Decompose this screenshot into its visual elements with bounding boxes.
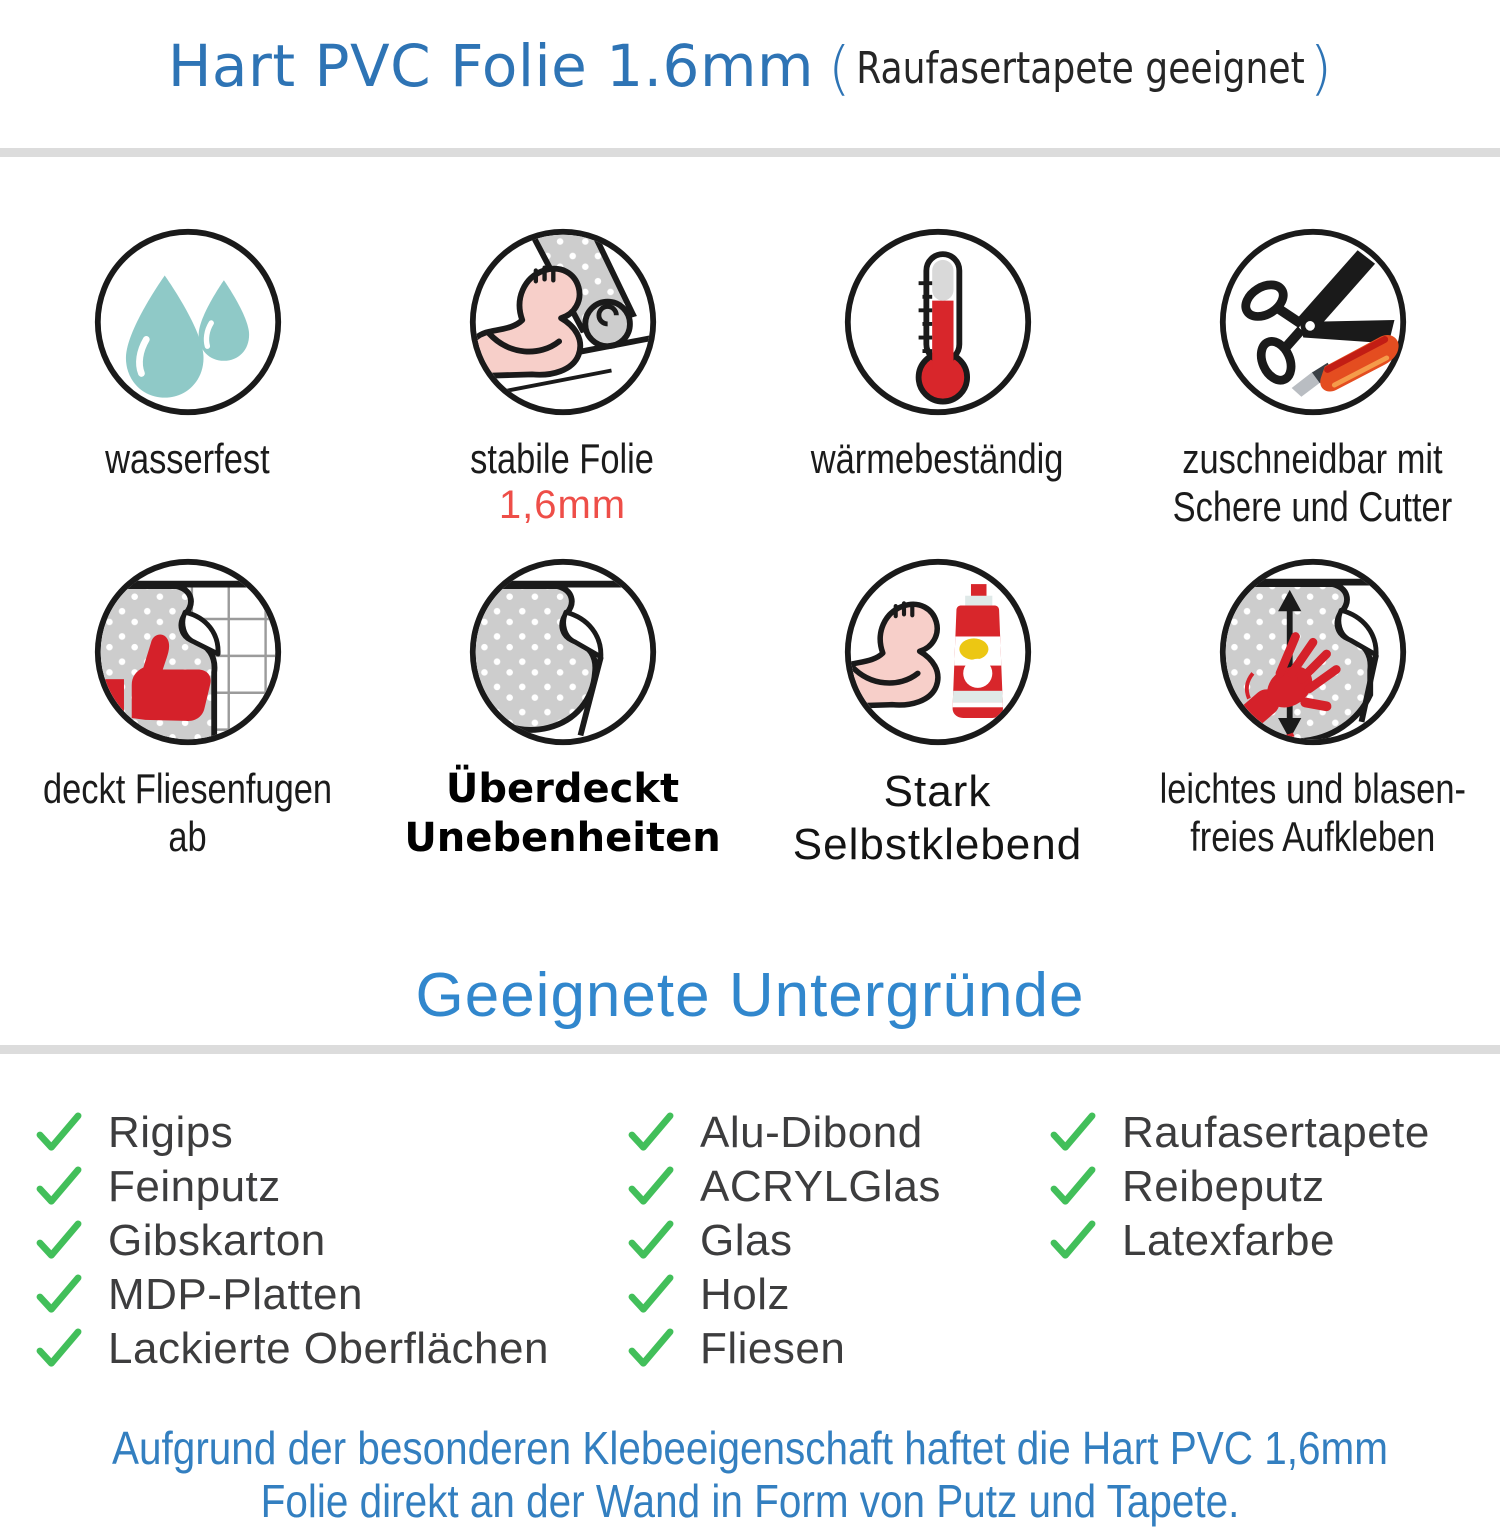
check-icon xyxy=(1050,1220,1096,1262)
list-item xyxy=(1050,1214,1500,1268)
feature-label: zuschneidbar mit xyxy=(1182,435,1443,482)
substrate-label: ACRYLGlas xyxy=(700,1162,941,1212)
substrate-list xyxy=(0,1106,1500,1376)
feature-caption xyxy=(450,435,674,528)
substrate-label: Raufasertapete xyxy=(1122,1108,1430,1158)
foil-covers-bumps-icon xyxy=(466,555,660,749)
footer-line: Folie direkt an der Wand in Form von Putz und Tapete. xyxy=(260,1475,1240,1528)
title-subtitle: Raufasertapete geeignet xyxy=(855,43,1305,94)
substrate-column-1 xyxy=(36,1106,628,1376)
list-item xyxy=(1050,1106,1500,1160)
check-icon xyxy=(628,1328,674,1370)
substrate-column-3 xyxy=(1050,1106,1500,1376)
list-item xyxy=(36,1160,628,1214)
substrate-label: Latexfarbe xyxy=(1122,1216,1335,1266)
list-item xyxy=(628,1322,1050,1376)
water-drops-icon xyxy=(91,225,285,419)
feature-caption xyxy=(404,765,720,863)
feature-label: freies Aufkleben xyxy=(1189,812,1436,860)
list-item xyxy=(628,1106,1050,1160)
feature-stabile-folie xyxy=(375,225,750,531)
feature-waermebestaendig xyxy=(750,225,1125,531)
list-item xyxy=(1050,1160,1500,1214)
hand-smoothing-foil-icon xyxy=(1216,555,1410,749)
substrate-label: Alu-Dibond xyxy=(700,1108,923,1158)
feature-label: wasserfest xyxy=(105,435,270,482)
feature-zuschneidbar xyxy=(1125,225,1500,531)
check-icon xyxy=(1050,1112,1096,1154)
footer-line: Aufgrund der besonderen Klebeeigenschaft haftet die Hart PVC 1,6mm xyxy=(112,1422,1388,1475)
page-title xyxy=(0,0,1500,118)
substrate-label: Reibeputz xyxy=(1122,1162,1325,1212)
title-paren-open: ( xyxy=(827,34,851,102)
check-icon xyxy=(628,1112,674,1154)
thermometer-icon xyxy=(841,225,1035,419)
check-icon xyxy=(36,1112,82,1154)
check-icon xyxy=(36,1220,82,1262)
feature-label: deckt Fliesenfugen ab xyxy=(42,764,333,860)
feature-caption xyxy=(1142,435,1483,531)
title-paren-close: ) xyxy=(1309,34,1333,102)
substrate-column-2 xyxy=(628,1106,1050,1376)
feature-fliesenfugen xyxy=(0,555,375,872)
feature-label: Unebenheiten xyxy=(404,814,721,861)
list-item xyxy=(36,1322,628,1376)
list-item xyxy=(628,1268,1050,1322)
feature-unebenheiten xyxy=(375,555,750,872)
substrate-label: Holz xyxy=(700,1270,791,1320)
list-item xyxy=(628,1214,1050,1268)
feature-caption xyxy=(87,435,288,483)
list-item xyxy=(36,1106,628,1160)
section-title: Geeignete Untergründe xyxy=(415,961,1085,1031)
scissors-and-cutter-icon xyxy=(1216,225,1410,419)
feature-label: Schere und Cutter xyxy=(1172,482,1453,530)
feature-caption xyxy=(783,435,1091,483)
feature-caption xyxy=(0,765,375,861)
substrate-label: Glas xyxy=(700,1216,793,1266)
check-icon xyxy=(628,1220,674,1262)
title-text: Hart PVC Folie 1.6mm xyxy=(167,32,814,100)
check-icon xyxy=(1050,1166,1096,1208)
substrate-label: Feinputz xyxy=(108,1162,281,1212)
check-icon xyxy=(628,1166,674,1208)
divider-top xyxy=(0,148,1500,157)
substrate-label: Lackierte Oberflächen xyxy=(108,1324,549,1374)
feature-label: Selbstklebend xyxy=(792,820,1083,870)
feature-label: wärmebeständig xyxy=(811,435,1064,482)
list-item xyxy=(628,1160,1050,1214)
thumbs-up-tile-joints-icon xyxy=(91,555,285,749)
feature-label: stabile Folie xyxy=(470,435,655,482)
check-icon xyxy=(36,1274,82,1316)
muscle-arm-foil-roll-icon xyxy=(466,225,660,419)
substrate-label: Rigips xyxy=(108,1108,234,1158)
feature-caption xyxy=(1126,765,1500,861)
substrate-label: Gibskarton xyxy=(108,1216,326,1266)
feature-aufkleben xyxy=(1125,555,1500,872)
divider-section xyxy=(0,1045,1500,1054)
feature-label: leichtes und blasen- xyxy=(1159,764,1466,812)
feature-grid xyxy=(0,225,1500,872)
feature-caption xyxy=(793,765,1082,872)
feature-label: Überdeckt xyxy=(445,765,680,812)
muscle-arm-glue-tube-icon xyxy=(841,555,1035,749)
substrate-label: MDP-Platten xyxy=(108,1270,363,1320)
feature-label: Stark xyxy=(883,766,992,816)
feature-selbstklebend xyxy=(750,555,1125,872)
check-icon xyxy=(36,1166,82,1208)
check-icon xyxy=(36,1328,82,1370)
check-icon xyxy=(628,1274,674,1316)
substrate-label: Fliesen xyxy=(700,1324,846,1374)
footer-note xyxy=(0,1422,1500,1528)
list-item xyxy=(36,1214,628,1268)
feature-wasserfest xyxy=(0,225,375,531)
feature-thickness-label: 1,6mm xyxy=(498,482,627,527)
list-item xyxy=(36,1268,628,1322)
